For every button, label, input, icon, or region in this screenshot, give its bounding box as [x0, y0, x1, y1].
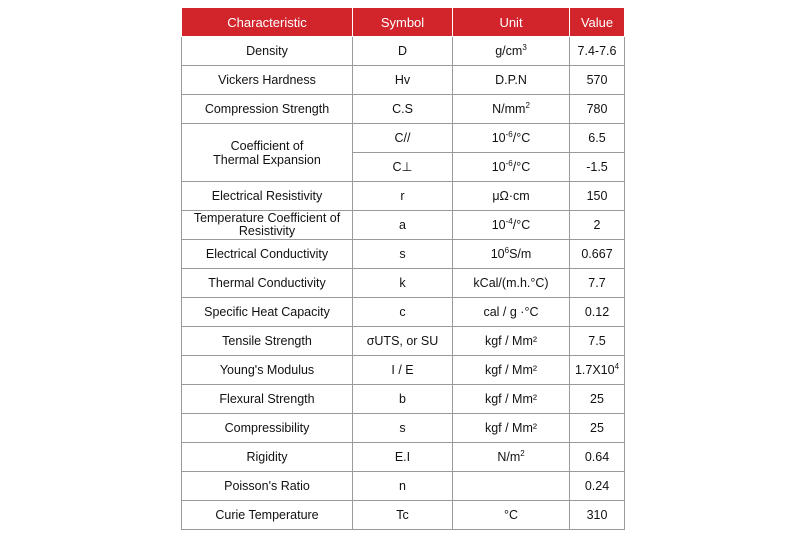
symbol-cell: b [353, 385, 453, 414]
symbol-cell: n [353, 472, 453, 501]
value-text: -1.5 [586, 160, 608, 174]
value-text: 2 [593, 218, 601, 232]
value-cell [570, 269, 625, 298]
table-row [182, 385, 625, 414]
unit-cell [453, 414, 570, 443]
value-cell [570, 66, 625, 95]
unit-text: kgf / Mm² [484, 334, 538, 348]
value-text: 780 [586, 102, 608, 116]
value-text: 0.12 [584, 305, 610, 319]
unit-superscript: -6 [505, 159, 513, 168]
symbol-cell: σUTS, or SU [353, 327, 453, 356]
characteristic-cell: Density [182, 37, 353, 66]
table-row [182, 443, 625, 472]
value-cell [570, 95, 625, 124]
symbol-cell: Hv [353, 66, 453, 95]
unit-cell [453, 240, 570, 269]
table-row [182, 327, 625, 356]
unit-superscript: -6 [505, 130, 513, 139]
unit-cell [453, 269, 570, 298]
value-cell [570, 385, 625, 414]
unit-text: kgf / Mm² [484, 421, 538, 435]
value-text: 7.5 [588, 334, 606, 348]
value-cell [570, 298, 625, 327]
symbol-cell: c [353, 298, 453, 327]
characteristic-cell: Specific Heat Capacity [182, 298, 353, 327]
unit-suffix: S/m [509, 247, 532, 261]
value-text: 25 [590, 421, 604, 435]
value-text: 1.7X10 [574, 363, 615, 377]
table-body [182, 37, 625, 530]
value-text: 150 [586, 189, 608, 203]
characteristic-cell: Curie Temperature [182, 501, 353, 530]
unit-text: N/m [497, 450, 521, 464]
symbol-cell: E.I [353, 443, 453, 472]
table-row [182, 298, 625, 327]
header-value: Value [570, 8, 625, 37]
unit-superscript: 2 [525, 101, 530, 110]
unit-suffix: /°C [512, 218, 531, 232]
value-text: 0.667 [581, 247, 613, 261]
value-cell [570, 37, 625, 66]
symbol-cell: C.S [353, 95, 453, 124]
unit-suffix: /°C [512, 160, 531, 174]
table-row [182, 211, 625, 240]
value-cell [570, 327, 625, 356]
value-text: 0.24 [584, 479, 610, 493]
unit-text: °C [503, 508, 519, 522]
table-row [182, 66, 625, 95]
unit-cell [453, 66, 570, 95]
value-cell [570, 443, 625, 472]
characteristic-cell: Poisson's Ratio [182, 472, 353, 501]
value-cell [570, 153, 625, 182]
value-cell [570, 501, 625, 530]
symbol-cell: Tc [353, 501, 453, 530]
unit-cell [453, 298, 570, 327]
unit-suffix: /°C [512, 131, 531, 145]
header-unit: Unit [453, 8, 570, 37]
unit-cell [453, 124, 570, 153]
table-row [182, 124, 625, 153]
characteristic-cell [182, 124, 353, 182]
table-row [182, 37, 625, 66]
symbol-cell: k [353, 269, 453, 298]
unit-cell [453, 385, 570, 414]
symbol-cell: s [353, 240, 453, 269]
unit-text: kgf / Mm² [484, 363, 538, 377]
characteristic-text: Coefficient of Thermal Expansion [213, 138, 321, 167]
unit-cell [453, 182, 570, 211]
characteristic-cell: Temperature Coefficient of Resistivity [182, 211, 353, 240]
value-text: 6.5 [588, 131, 606, 145]
unit-cell [453, 443, 570, 472]
unit-superscript: 6 [504, 246, 510, 255]
value-text: 7.4-7.6 [577, 44, 617, 58]
unit-superscript: 3 [522, 43, 527, 52]
table-row [182, 95, 625, 124]
header-row [182, 8, 625, 37]
table-row [182, 240, 625, 269]
value-text: 570 [586, 73, 608, 87]
unit-cell [453, 37, 570, 66]
unit-text: 10 [491, 218, 506, 232]
characteristic-cell: Compressibility [182, 414, 353, 443]
value-text: 7.7 [588, 276, 606, 290]
table-row [182, 182, 625, 211]
value-cell [570, 414, 625, 443]
header-symbol: Symbol [353, 8, 453, 37]
value-text: 25 [590, 392, 604, 406]
table-row [182, 356, 625, 385]
characteristic-cell: Electrical Resistivity [182, 182, 353, 211]
unit-text: 10 [490, 247, 505, 261]
symbol-cell: I / E [353, 356, 453, 385]
characteristic-cell: Rigidity [182, 443, 353, 472]
symbol-cell: D [353, 37, 453, 66]
unit-text: kgf / Mm² [484, 392, 538, 406]
unit-cell [453, 211, 570, 240]
unit-cell [453, 356, 570, 385]
characteristic-cell: Vickers Hardness [182, 66, 353, 95]
value-text: 310 [586, 508, 608, 522]
unit-cell [453, 472, 570, 501]
unit-text: g/cm [495, 44, 523, 58]
symbol-cell: s [353, 414, 453, 443]
unit-text: 10 [491, 131, 506, 145]
unit-cell [453, 501, 570, 530]
symbol-cell: C// [353, 124, 453, 153]
unit-text: μΩ·cm [492, 189, 530, 203]
value-cell [570, 356, 625, 385]
unit-superscript: 2 [520, 449, 525, 458]
characteristic-cell: Thermal Conductivity [182, 269, 353, 298]
properties-table [181, 7, 625, 530]
table-row [182, 269, 625, 298]
unit-cell [453, 153, 570, 182]
symbol-cell: r [353, 182, 453, 211]
unit-superscript: -4 [505, 217, 513, 226]
value-cell [570, 240, 625, 269]
table-row [182, 472, 625, 501]
characteristic-cell: Electrical Conductivity [182, 240, 353, 269]
unit-text: kCal/(m.h.°C) [473, 276, 549, 290]
characteristic-cell: Young's Modulus [182, 356, 353, 385]
characteristic-cell: Tensile Strength [182, 327, 353, 356]
unit-cell [453, 95, 570, 124]
symbol-cell: a [353, 211, 453, 240]
header-characteristic: Characteristic [182, 8, 353, 37]
characteristic-cell: Compression Strength [182, 95, 353, 124]
characteristic-cell: Flexural Strength [182, 385, 353, 414]
unit-text: cal / g ·°C [483, 305, 539, 319]
unit-text: N/mm [492, 102, 526, 116]
value-cell [570, 124, 625, 153]
value-text: 0.64 [584, 450, 610, 464]
value-cell [570, 182, 625, 211]
unit-text: D.P.N [495, 73, 527, 87]
value-cell [570, 211, 625, 240]
table-row [182, 501, 625, 530]
unit-cell [453, 327, 570, 356]
value-superscript: 4 [614, 362, 620, 371]
symbol-cell: C⊥ [353, 153, 453, 182]
value-cell [570, 472, 625, 501]
unit-text: 10 [491, 160, 506, 174]
table-row [182, 414, 625, 443]
